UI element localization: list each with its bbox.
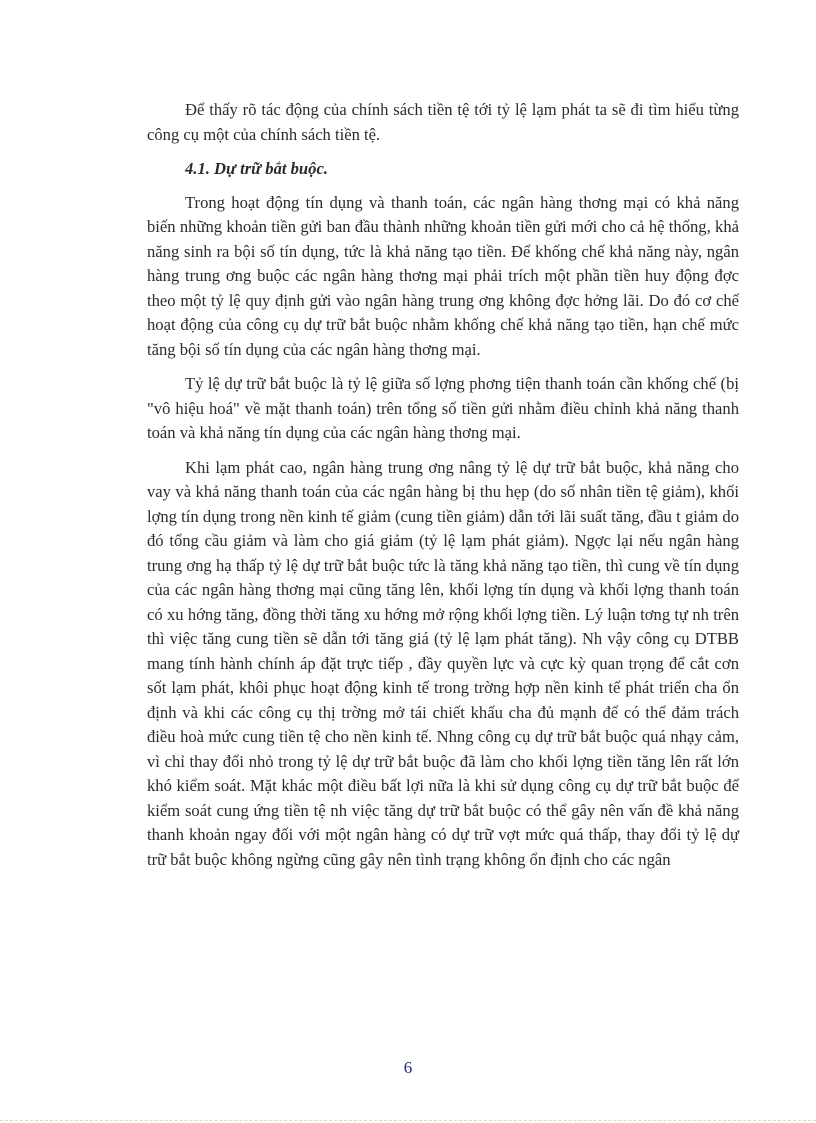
page-number: 6 [403,1058,413,1077]
paragraph-reserve-ratio: Tỷ lệ dự trữ bắt buộc là tỷ lệ giữa số lợng phơng tiện thanh toán cần khống chế (bị "vô hiệu hoá" về mặt thanh toán) trên tổng số tiền gửi nhằm điều chỉnh khả năng thanh toán và khả năng tín dụng của các ngân hàng thơng mại. [147,374,739,442]
paragraph-inflation-effect: Khi lạm phát cao, ngân hàng trung ơng nâng tỷ lệ dự trữ bắt buộc, khả năng cho vay và khả năng thanh toán của các ngân hàng bị thu hẹp (do số nhân tiền tệ giảm), khối lợng tín dụng trong nền kinh tế giảm (cung tiền giảm) dẫn tới lãi suất tăng, đầu t giảm do đó tổng cầu giảm và làm cho giá giảm (tỷ lệ lạm phát giảm). Ngợc lại nếu ngân hàng trung ơng hạ thấp tỷ lệ dự trữ bắt buộc tức là tăng khả năng tạo tiền, thì cung về tín dụng của các ngân hàng thơng mại cũng tăng lên, khối lợng tín dụng và khối lợng thanh toán có xu hớng tăng, đồng thời tăng xu hớng mở rộng khối lợng tiền. Lý luận tơng tự nh trên thì việc tăng cung tiền sẽ dẫn tới tăng giá (tỷ lệ lạm phát tăng). Nh vậy công cụ DTBB mang tính hành chính áp đặt trực tiếp , đầy quyền lực và cực kỳ quan trọng để cắt cơn sốt lạm phát, khôi phục hoạt động kinh tế trong trờng hợp nền kinh tế phát triển cha ổn định và khi các công cụ thị trờng mở tái chiết khấu cha đủ mạnh để có thể đảm trách điều hoà mức cung tiền tệ cho nền kinh tế. Nhng công cụ dự trữ bắt buộc quá nhạy cảm, vì chỉ thay đổi nhỏ trong tỷ lệ dự trữ bắt buộc đã làm cho khối lợng tiền tăng lên rất lớn khó kiểm soát. Mặt khác một điều bất lợi nữa là khi sử dụng công cụ dự trữ bắt buộc để kiểm soát cung ứng tiền tệ nh việc tăng dự trữ bắt buộc có thể gây nên vấn đề khả năng thanh khoản ngay đối với một ngân hàng có dự trữ vợt mức quá thấp, thay đổi tỷ lệ dự trữ bắt buộc không ngừng cũng gây nên tình trạng không ổn định cho các ngân [147,457,739,869]
body-text [147,98,739,882]
page-bottom-divider [0,1120,816,1122]
paragraph-reserve-mechanism: Trong hoạt động tín dụng và thanh toán, các ngân hàng thơng mại có khả năng biến những khoản tiền gửi ban đầu thành những khoản tiền gửi mới cho cả hệ thống, khả năng sinh ra bội số tín dụng, tức là khả năng tạo tiền. Để khống chế khả năng này, ngân hàng trung ơng buộc các ngân hàng thơng mại phải trích một phần tiền huy động đợc theo một tỷ lệ quy định gửi vào ngân hàng trung ơng không đợc hởng lãi. Do đó cơ chế hoạt động của công cụ dự trữ bắt buộc nhằm khống chế khả năng tạo tiền, hạn chế mức tăng bội số tín dụng của các ngân hàng thơng mại. [147,192,739,359]
intro-paragraph: Để thấy rõ tác động của chính sách tiền tệ tới tỷ lệ lạm phát ta sẽ đi tìm hiểu từng công cụ một của chính sách tiền tệ. [147,100,739,144]
section-heading: 4.1. Dự trữ bắt buộc. [185,159,328,178]
